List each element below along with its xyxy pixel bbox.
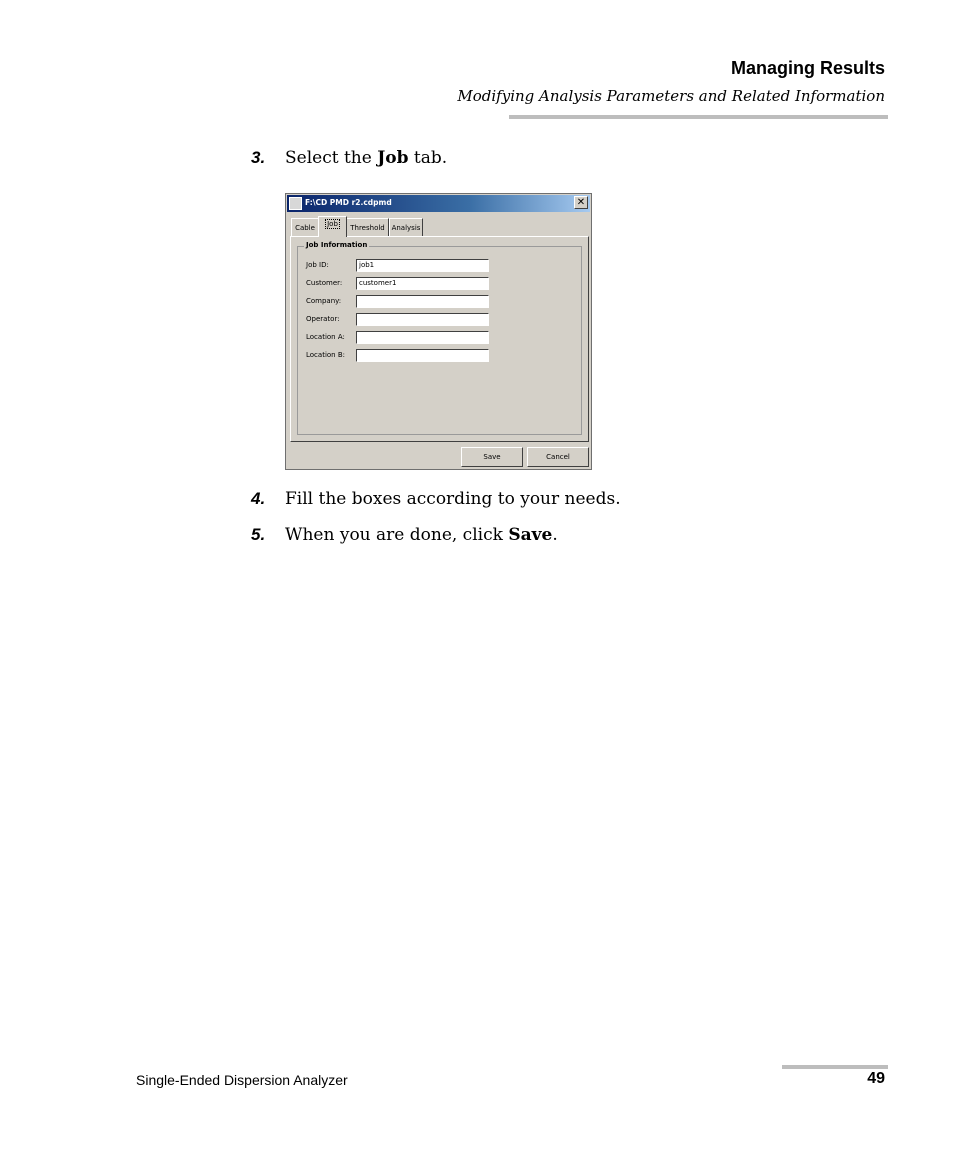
cancel-button[interactable]: Cancel [527, 447, 589, 467]
step-3 [251, 148, 447, 168]
header-subtitle: Modifying Analysis Parameters and Related Information [457, 87, 885, 105]
operator-input[interactable] [356, 313, 489, 326]
step-text: When you are done, click [285, 525, 509, 545]
header-title: Managing Results [730, 58, 885, 78]
app-icon [289, 197, 302, 210]
company-input[interactable] [356, 295, 489, 308]
tab-label: Threshold [350, 224, 385, 232]
tab-cable[interactable] [291, 218, 319, 236]
step-number: 5. [251, 525, 266, 544]
field-label: Company: [306, 297, 342, 305]
location-b-input[interactable] [356, 349, 489, 362]
tab-label: Job [327, 220, 338, 228]
dialog-title: F:\CD PMD r2.cdpmd [305, 198, 392, 207]
tab-analysis[interactable] [389, 218, 423, 236]
tab-job[interactable] [318, 216, 347, 237]
step-bold: Save [508, 525, 553, 545]
group-title: Job Information [306, 241, 368, 249]
footer-product: Single-Ended Dispersion Analyzer [136, 1072, 348, 1088]
job-information-group [297, 241, 582, 435]
step-text: Fill the boxes according to your needs. [285, 489, 621, 509]
dialog-window [285, 193, 592, 470]
save-button[interactable]: Save [461, 447, 523, 467]
step-text: tab. [408, 148, 448, 168]
job-id-input[interactable]: job1 [356, 259, 489, 272]
step-5 [251, 525, 558, 545]
tab-label: Cable [295, 224, 315, 232]
step-text: Select the [285, 148, 378, 168]
step-text: . [552, 525, 558, 545]
location-a-input[interactable] [356, 331, 489, 344]
field-label: Location B: [306, 351, 345, 359]
step-number: 4. [251, 489, 266, 508]
step-4 [251, 489, 621, 509]
tab-label: Analysis [391, 224, 421, 232]
tab-threshold[interactable] [346, 218, 389, 236]
title-bar[interactable] [287, 195, 590, 212]
field-label: Job ID: [306, 261, 329, 269]
field-label: Customer: [306, 279, 343, 287]
page-number: 49 [867, 1070, 885, 1087]
field-label: Operator: [306, 315, 340, 323]
close-icon[interactable]: ✕ [574, 196, 588, 209]
field-label: Location A: [306, 333, 345, 341]
tab-panel [290, 236, 589, 442]
customer-input[interactable]: customer1 [356, 277, 489, 290]
header-rule [509, 115, 888, 119]
step-number: 3. [251, 148, 266, 167]
footer-rule [782, 1065, 888, 1069]
step-bold: Job [377, 148, 409, 168]
